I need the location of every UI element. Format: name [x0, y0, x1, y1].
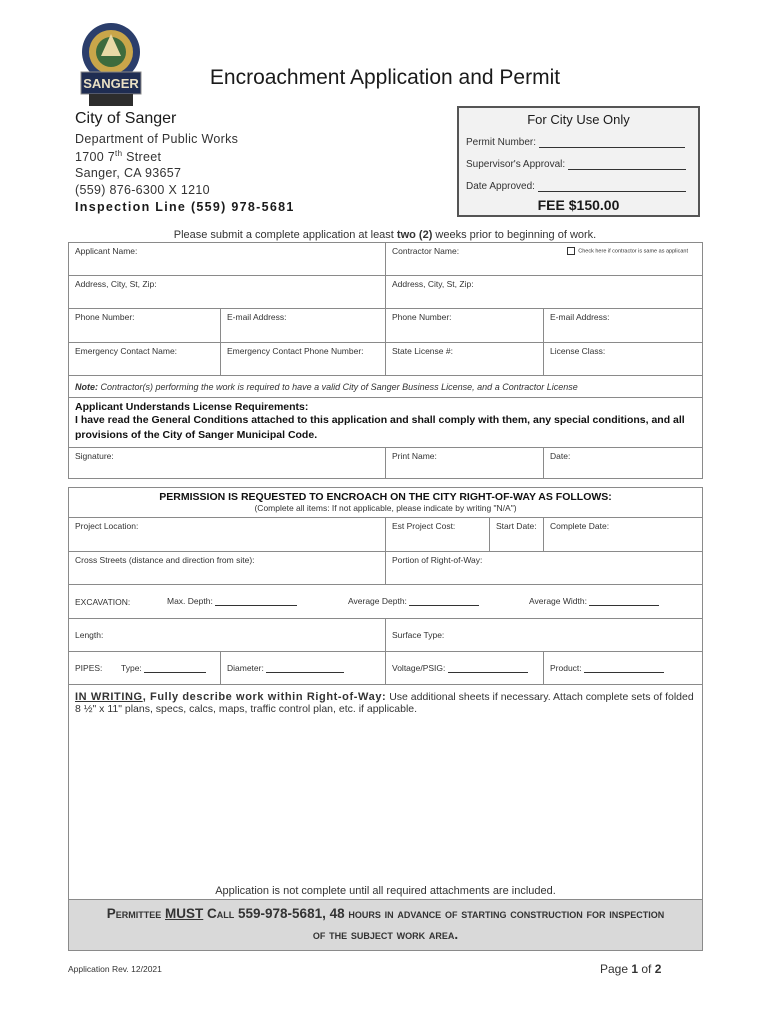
inspection-line: Inspection Line (559) 978-5681 [75, 200, 295, 214]
est-cost-field[interactable]: Est Project Cost: [386, 518, 490, 552]
max-depth-field[interactable]: Max. Depth: [167, 596, 297, 606]
state-license-field[interactable]: State License #: [386, 343, 544, 376]
avg-width-field[interactable]: Average Width: [529, 596, 659, 606]
contractor-email-field[interactable]: E-mail Address: [544, 309, 703, 343]
pipe-type-field[interactable]: Type: [121, 663, 206, 673]
encroachment-details-table [68, 487, 703, 951]
city-seal-logo [79, 22, 143, 108]
pipes-cell [69, 652, 221, 685]
page-number: Page 1 of 2 [600, 962, 662, 976]
applicant-address-field[interactable]: Address, City, St, Zip: [69, 276, 386, 309]
city-use-heading: For City Use Only [527, 112, 630, 127]
emergency-contact-name-field[interactable]: Emergency Contact Name: [69, 343, 221, 376]
work-description-field[interactable] [69, 685, 703, 900]
signature-field[interactable]: Signature: [69, 448, 386, 479]
city-name: City of Sanger [75, 110, 177, 127]
describe-instructions: Use additional sheets if necessary. Attach complete sets of folded 8 ½" x 11" plans, specs, calcs, maps, traffic control plan, etc. if applicable. [75, 691, 694, 715]
supervisor-label: Supervisor's Approval: [466, 159, 566, 170]
permit-number-label: Permit Number: [466, 137, 537, 148]
city-use-box [457, 106, 700, 217]
license-acknowledgement [69, 398, 703, 448]
length-field[interactable]: Length: [69, 619, 386, 652]
excavation-label: EXCAVATION: [75, 596, 131, 607]
license-note: Note: Contractor(s) performing the work is required to have a valid City of Sanger Business License, and a Contractor License [69, 376, 703, 398]
supervisor-row [466, 158, 686, 170]
emergency-contact-phone-field[interactable]: Emergency Contact Phone Number: [221, 343, 386, 376]
contractor-address-field[interactable]: Address, City, St, Zip: [386, 276, 703, 309]
acknowledgement-text: I have read the General Conditions attached to this application and shall comply with them, any special conditions, and all provisions of the City of Sanger Municipal Code. [75, 414, 685, 441]
describe-heading: IN WRITING, Fully describe work within Right-of-Way: [75, 691, 387, 703]
inspection-call-warning: Permittee MUST Call 559-978-5681, 48 hours in advance of starting construction for inspection of the subject work area. [69, 900, 703, 951]
logo-text: SANGER [83, 76, 139, 91]
incomplete-notice: Application is not complete until all required attachments are included. [215, 885, 556, 897]
avg-depth-field[interactable]: Average Depth: [348, 596, 479, 606]
applicant-contractor-table [68, 242, 703, 479]
start-date-cell [490, 518, 544, 552]
date-approved-label: Date Approved: [466, 181, 535, 192]
city-state-zip: Sanger, CA 93657 [75, 166, 182, 180]
cross-streets-field[interactable]: Cross Streets (distance and direction from site): [69, 552, 386, 585]
checkbox-icon [567, 247, 575, 255]
permit-number-row [466, 136, 685, 148]
office-phone: (559) 876-6300 X 1210 [75, 183, 210, 197]
fee-amount: FEE $150.00 [537, 197, 620, 213]
form-title: Encroachment Application and Permit [209, 66, 561, 89]
supervisor-field[interactable] [568, 158, 686, 170]
voltage-field[interactable]: Voltage/PSIG: [386, 652, 544, 685]
contractor-name-field[interactable]: Contractor Name: Check here if contractor is same as applicant [386, 243, 703, 276]
applicant-name-field[interactable]: Applicant Name: [69, 243, 386, 276]
revision-label: Application Rev. 12/2021 [68, 964, 162, 974]
date-approved-row [466, 180, 686, 192]
street-address: 1700 7th Street [75, 149, 162, 165]
date-approved-field[interactable] [538, 180, 686, 192]
department: Department of Public Works [75, 132, 239, 146]
section-heading [69, 488, 703, 518]
same-as-applicant-checkbox[interactable]: Check here if contractor is same as applicant [567, 247, 688, 255]
start-date-field[interactable]: Start Date: [496, 521, 537, 531]
pipes-label: PIPES: [75, 663, 103, 673]
diameter-field[interactable]: Diameter: [221, 652, 386, 685]
product-field[interactable]: Product: [544, 652, 703, 685]
license-class-field[interactable]: License Class: [544, 343, 703, 376]
section-subtitle: (Complete all items: If not applicable, please indicate by writing "N/A") [254, 503, 517, 513]
permit-number-field[interactable] [539, 136, 685, 148]
excavation-row [69, 585, 703, 619]
section-title: PERMISSION IS REQUESTED TO ENCROACH ON THE CITY RIGHT-OF-WAY AS FOLLOWS: [159, 491, 612, 503]
acknowledgement-heading: Applicant Understands License Requirements: [75, 401, 309, 413]
portion-row-field[interactable]: Portion of Right-of-Way: [386, 552, 703, 585]
surface-type-field[interactable]: Surface Type: [386, 619, 703, 652]
applicant-phone-field[interactable]: Phone Number: [69, 309, 221, 343]
contractor-phone-field[interactable]: Phone Number: [386, 309, 544, 343]
applicant-email-field[interactable]: E-mail Address: [221, 309, 386, 343]
project-location-field[interactable]: Project Location: [69, 518, 386, 552]
date-field[interactable]: Date: [544, 448, 703, 479]
complete-date-field[interactable]: Complete Date: [544, 518, 703, 552]
submission-instructions: Please submit a complete application at least two (2) weeks prior to beginning of work. [173, 229, 597, 241]
print-name-field[interactable]: Print Name: [386, 448, 544, 479]
